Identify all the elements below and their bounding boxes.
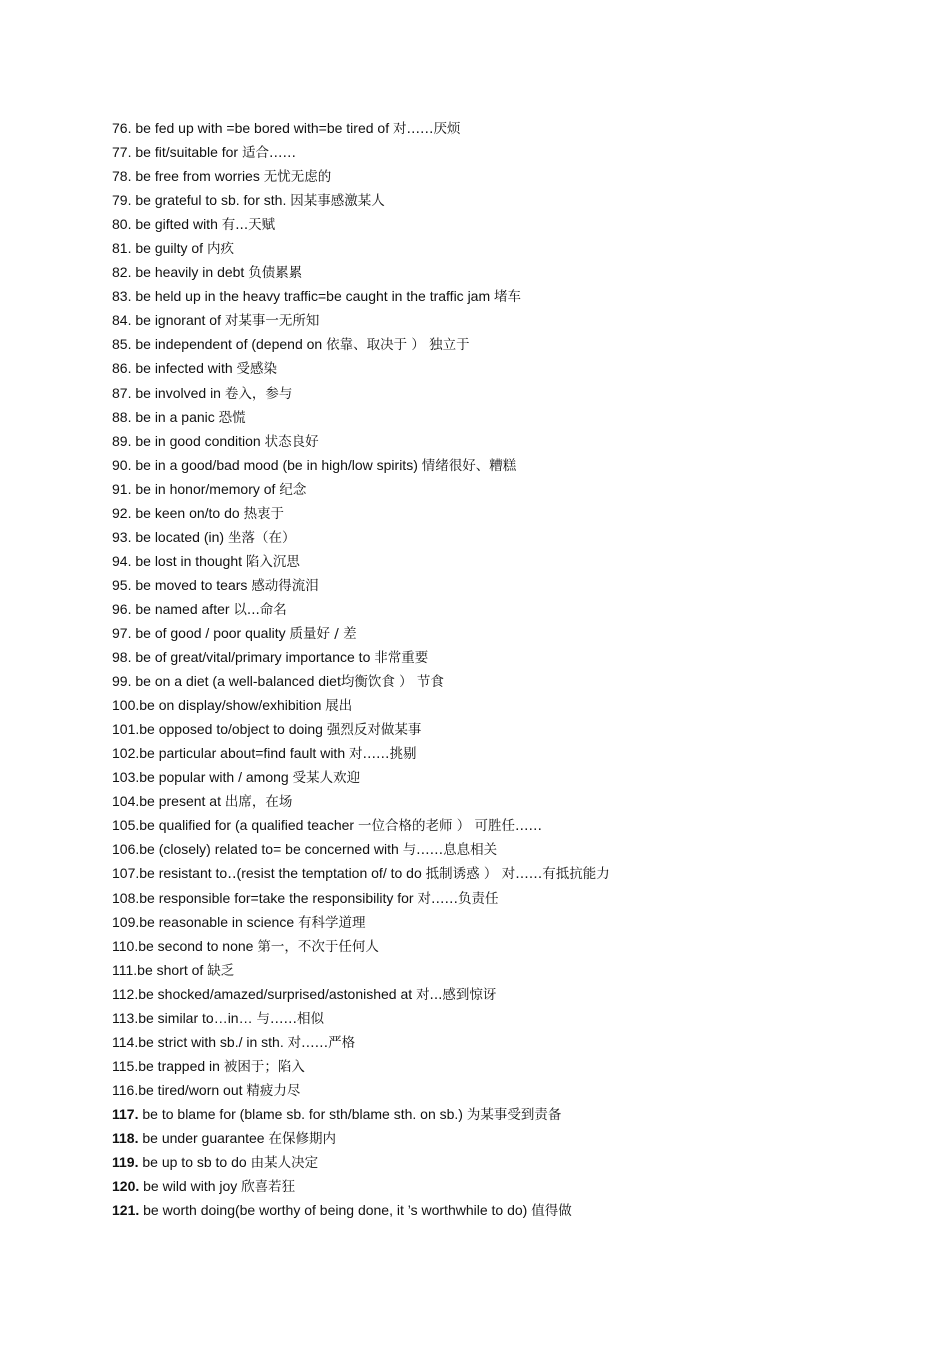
list-item — [112, 429, 912, 453]
chinese-meaning: 感动得流泪 — [251, 577, 319, 594]
chinese-meaning: 因某事感激某人 — [290, 193, 385, 210]
list-item — [112, 164, 912, 188]
list-item — [112, 982, 912, 1006]
item-number: 107. — [112, 865, 140, 882]
english-phrase: be in honor/memory of — [135, 480, 280, 497]
english-phrase: be trapped in — [138, 1057, 224, 1074]
item-number: 111. — [112, 961, 138, 978]
list-item — [112, 621, 912, 645]
list-item — [112, 501, 912, 525]
item-number: 102. — [112, 745, 140, 762]
chinese-meaning: 恐慌 — [218, 409, 246, 426]
english-phrase: be free from worries — [135, 168, 264, 185]
english-phrase: be particular about=find fault with — [139, 745, 349, 762]
list-item — [112, 236, 912, 260]
item-number: 87. — [112, 384, 136, 401]
english-phrase: be short of — [137, 961, 208, 978]
list-item — [112, 260, 912, 284]
english-phrase: be shocked/amazed/surprised/astonished at — [138, 985, 417, 1002]
english-phrase: be keen on/to do — [135, 504, 244, 521]
english-phrase: be on display/show/exhibition — [139, 697, 326, 714]
english-phrase: be grateful to sb. for sth. — [135, 192, 291, 209]
english-phrase: be (closely) related to= be concerned with — [139, 841, 403, 858]
english-phrase: be involved in — [135, 384, 225, 401]
chinese-meaning: 陷入沉思 — [245, 553, 300, 570]
english-phrase: be similar to…in… — [138, 1009, 257, 1026]
item-number: 86. — [112, 360, 136, 377]
english-phrase: be in good condition — [135, 432, 265, 449]
list-item — [112, 837, 912, 861]
item-number: 84. — [112, 312, 136, 329]
chinese-meaning: 对……负责任 — [417, 890, 499, 907]
list-item — [112, 669, 912, 693]
list-item — [112, 1078, 912, 1102]
chinese-meaning: 一位合格的老师 ） 可胜任…… — [357, 818, 543, 835]
english-phrase: be to blame for (blame sb. for sth/blame sth. on sb.) — [142, 1105, 467, 1122]
chinese-meaning: 热衷于 — [243, 505, 285, 522]
english-phrase: be of good / poor quality — [135, 624, 290, 641]
list-item — [112, 645, 912, 669]
english-phrase: be in a panic — [135, 408, 219, 425]
item-number: 119. — [112, 1154, 143, 1171]
chinese-meaning: 对……厌烦 — [392, 121, 461, 137]
chinese-meaning: 堵车 — [494, 289, 522, 306]
english-phrase: be tired/worn out — [138, 1081, 247, 1098]
chinese-meaning: 对某事一无所知 — [224, 313, 320, 330]
item-number: 101. — [112, 721, 140, 738]
item-number: 100. — [112, 697, 140, 714]
item-number: 91. — [112, 480, 136, 497]
list-item — [112, 1030, 912, 1054]
chinese-meaning: 有...天赋 — [221, 217, 276, 234]
list-item — [112, 934, 912, 958]
chinese-meaning: 缺乏 — [207, 962, 235, 979]
english-phrase: be on a diet (a well-balanced diet — [135, 673, 341, 690]
english-phrase: be guilty of — [135, 240, 207, 257]
item-number: 105. — [112, 817, 140, 834]
item-number: 85. — [112, 336, 136, 353]
english-phrase: be popular with / among — [139, 769, 293, 786]
english-phrase: be opposed to/object to doing — [139, 721, 327, 738]
chinese-meaning: 强烈反对做某事 — [326, 722, 422, 739]
item-number: 92. — [112, 504, 136, 521]
item-number: 89. — [112, 432, 136, 449]
chinese-meaning: 为某事受到责备 — [466, 1106, 562, 1123]
chinese-meaning: 由某人决定 — [250, 1155, 319, 1172]
list-item — [112, 910, 912, 934]
chinese-meaning: 被困于；陷入 — [223, 1058, 305, 1075]
chinese-meaning: 纪念 — [279, 481, 307, 498]
item-number: 88. — [112, 408, 136, 425]
list-item — [112, 573, 912, 597]
english-phrase: be moved to tears — [135, 576, 252, 593]
item-number: 94. — [112, 552, 136, 569]
english-phrase: be in a good/bad mood (be in high/low spirits) — [135, 456, 422, 473]
chinese-meaning: 对……挑剔 — [349, 746, 417, 763]
list-item — [112, 188, 912, 212]
item-number: 96. — [112, 600, 136, 617]
item-number: 98. — [112, 649, 136, 666]
chinese-meaning: 质量好 / 差 — [289, 625, 357, 642]
chinese-meaning: 与……相似 — [256, 1010, 324, 1027]
chinese-meaning: 情绪很好、糟糕 — [421, 457, 517, 474]
item-number: 79. — [112, 192, 136, 209]
list-item — [112, 212, 912, 236]
item-number: 112. — [112, 985, 139, 1002]
chinese-meaning: 状态良好 — [264, 433, 319, 450]
list-item — [112, 525, 912, 549]
list-item — [112, 549, 912, 573]
item-number: 117. — [112, 1105, 143, 1122]
item-number: 110. — [112, 937, 139, 954]
list-item — [112, 886, 912, 910]
list-item — [112, 405, 912, 429]
chinese-meaning: 在保修期内 — [268, 1130, 336, 1147]
chinese-meaning: 精疲力尽 — [246, 1082, 301, 1099]
chinese-meaning: 第一，不次于任何人 — [257, 938, 379, 955]
english-phrase: be second to none — [138, 937, 258, 954]
item-number: 81. — [112, 240, 136, 257]
item-number: 118. — [112, 1129, 143, 1146]
list-item — [112, 861, 912, 885]
chinese-meaning: 对...感到惊讶 — [416, 986, 497, 1003]
chinese-meaning: 内疚 — [206, 241, 234, 258]
item-number: 95. — [112, 576, 136, 593]
english-phrase: be strict with sb./ in sth. — [138, 1033, 288, 1050]
list-item — [112, 597, 912, 621]
list-item — [112, 813, 912, 837]
item-number: 113. — [112, 1009, 139, 1026]
english-phrase: be heavily in debt — [135, 264, 249, 281]
item-number: 108. — [112, 889, 140, 906]
list-item — [112, 116, 912, 140]
chinese-meaning: 受感染 — [236, 361, 278, 378]
english-phrase: be worth doing(be worthy of being done, it ’s worthwhile to do) — [143, 1202, 532, 1219]
english-phrase: be resistant to‥(resist the temptation of/ to do — [139, 865, 426, 882]
list-item — [112, 1198, 912, 1222]
list-item — [112, 356, 912, 380]
english-phrase: be held up in the heavy traffic=be caught in the traffic jam — [135, 288, 495, 305]
list-item — [112, 958, 912, 982]
list-item — [112, 284, 912, 308]
item-number: 115. — [112, 1057, 139, 1074]
item-number: 121. — [112, 1202, 144, 1219]
item-number: 90. — [112, 456, 136, 473]
item-number: 82. — [112, 264, 136, 281]
english-phrase: be wild with joy — [143, 1178, 242, 1195]
list-item — [112, 140, 912, 164]
list-item — [112, 381, 912, 405]
chinese-meaning: 无忧无虑的 — [263, 169, 332, 186]
item-number: 76. — [112, 120, 136, 136]
english-phrase: be infected with — [135, 360, 237, 377]
list-item — [112, 741, 912, 765]
english-phrase: be located (in) — [135, 528, 228, 545]
list-item — [112, 789, 912, 813]
list-item — [112, 1006, 912, 1030]
english-phrase: be independent of (depend on — [135, 336, 327, 353]
item-number: 116. — [112, 1081, 139, 1098]
list-item — [112, 1150, 912, 1174]
item-number: 97. — [112, 624, 136, 641]
chinese-meaning: 依靠、取决于 ） 独立于 — [326, 337, 470, 354]
item-number: 103. — [112, 769, 140, 786]
item-number: 83. — [112, 288, 136, 305]
chinese-meaning: 值得做 — [531, 1203, 572, 1220]
chinese-meaning: 展出 — [325, 698, 353, 715]
item-number: 78. — [112, 168, 136, 185]
chinese-meaning: 出席，在场 — [224, 794, 293, 811]
list-item — [112, 332, 912, 356]
chinese-meaning: 坐落（在） — [227, 529, 296, 546]
item-number: 109. — [112, 913, 140, 930]
chinese-meaning: 有科学道理 — [298, 914, 366, 931]
english-phrase: be up to sb to do — [142, 1154, 251, 1171]
item-number: 93. — [112, 528, 136, 545]
chinese-meaning: 欣喜若狂 — [241, 1179, 296, 1196]
english-phrase: be fit/suitable for — [135, 144, 242, 161]
phrase-list — [112, 116, 912, 1222]
list-item — [112, 1102, 912, 1126]
list-item — [112, 1174, 912, 1198]
list-item — [112, 453, 912, 477]
english-phrase: be under guarantee — [142, 1129, 269, 1146]
english-phrase: be of great/vital/primary importance to — [135, 649, 375, 666]
chinese-meaning: 适合…… — [241, 145, 296, 162]
list-item — [112, 477, 912, 501]
english-phrase: be present at — [139, 793, 225, 810]
item-number: 114. — [112, 1033, 139, 1050]
chinese-meaning: 卷入，参与 — [224, 385, 293, 402]
english-phrase: be qualified for (a qualified teacher — [139, 817, 358, 834]
chinese-meaning: 对……严格 — [287, 1034, 356, 1051]
chinese-meaning: 与……息息相关 — [402, 842, 498, 859]
english-phrase: be reasonable in science — [139, 913, 299, 930]
english-phrase: be responsible for=take the responsibility for — [139, 889, 418, 906]
chinese-meaning: 受某人欢迎 — [292, 770, 361, 787]
list-item — [112, 693, 912, 717]
english-phrase: be lost in thought — [135, 552, 246, 569]
list-item — [112, 765, 912, 789]
chinese-meaning: 负债累累 — [248, 265, 303, 282]
chinese-meaning: 以...命名 — [233, 601, 287, 618]
chinese-meaning: 非常重要 — [374, 650, 429, 667]
english-phrase: be gifted with — [135, 216, 222, 233]
list-item — [112, 1126, 912, 1150]
chinese-meaning: 均衡饮食 ） 节食 — [340, 674, 444, 691]
list-item — [112, 1054, 912, 1078]
list-item — [112, 308, 912, 332]
english-phrase: be fed up with =be bored with=be tired of — [135, 120, 393, 136]
list-item — [112, 717, 912, 741]
item-number: 104. — [112, 793, 140, 810]
chinese-meaning: 抵制诱惑 ） 对……有抵抗能力 — [425, 866, 610, 883]
item-number: 99. — [112, 673, 136, 690]
item-number: 106. — [112, 841, 140, 858]
item-number: 77. — [112, 144, 136, 161]
item-number: 120. — [112, 1178, 144, 1195]
item-number: 80. — [112, 216, 136, 233]
english-phrase: be named after — [135, 600, 234, 617]
english-phrase: be ignorant of — [135, 312, 225, 329]
